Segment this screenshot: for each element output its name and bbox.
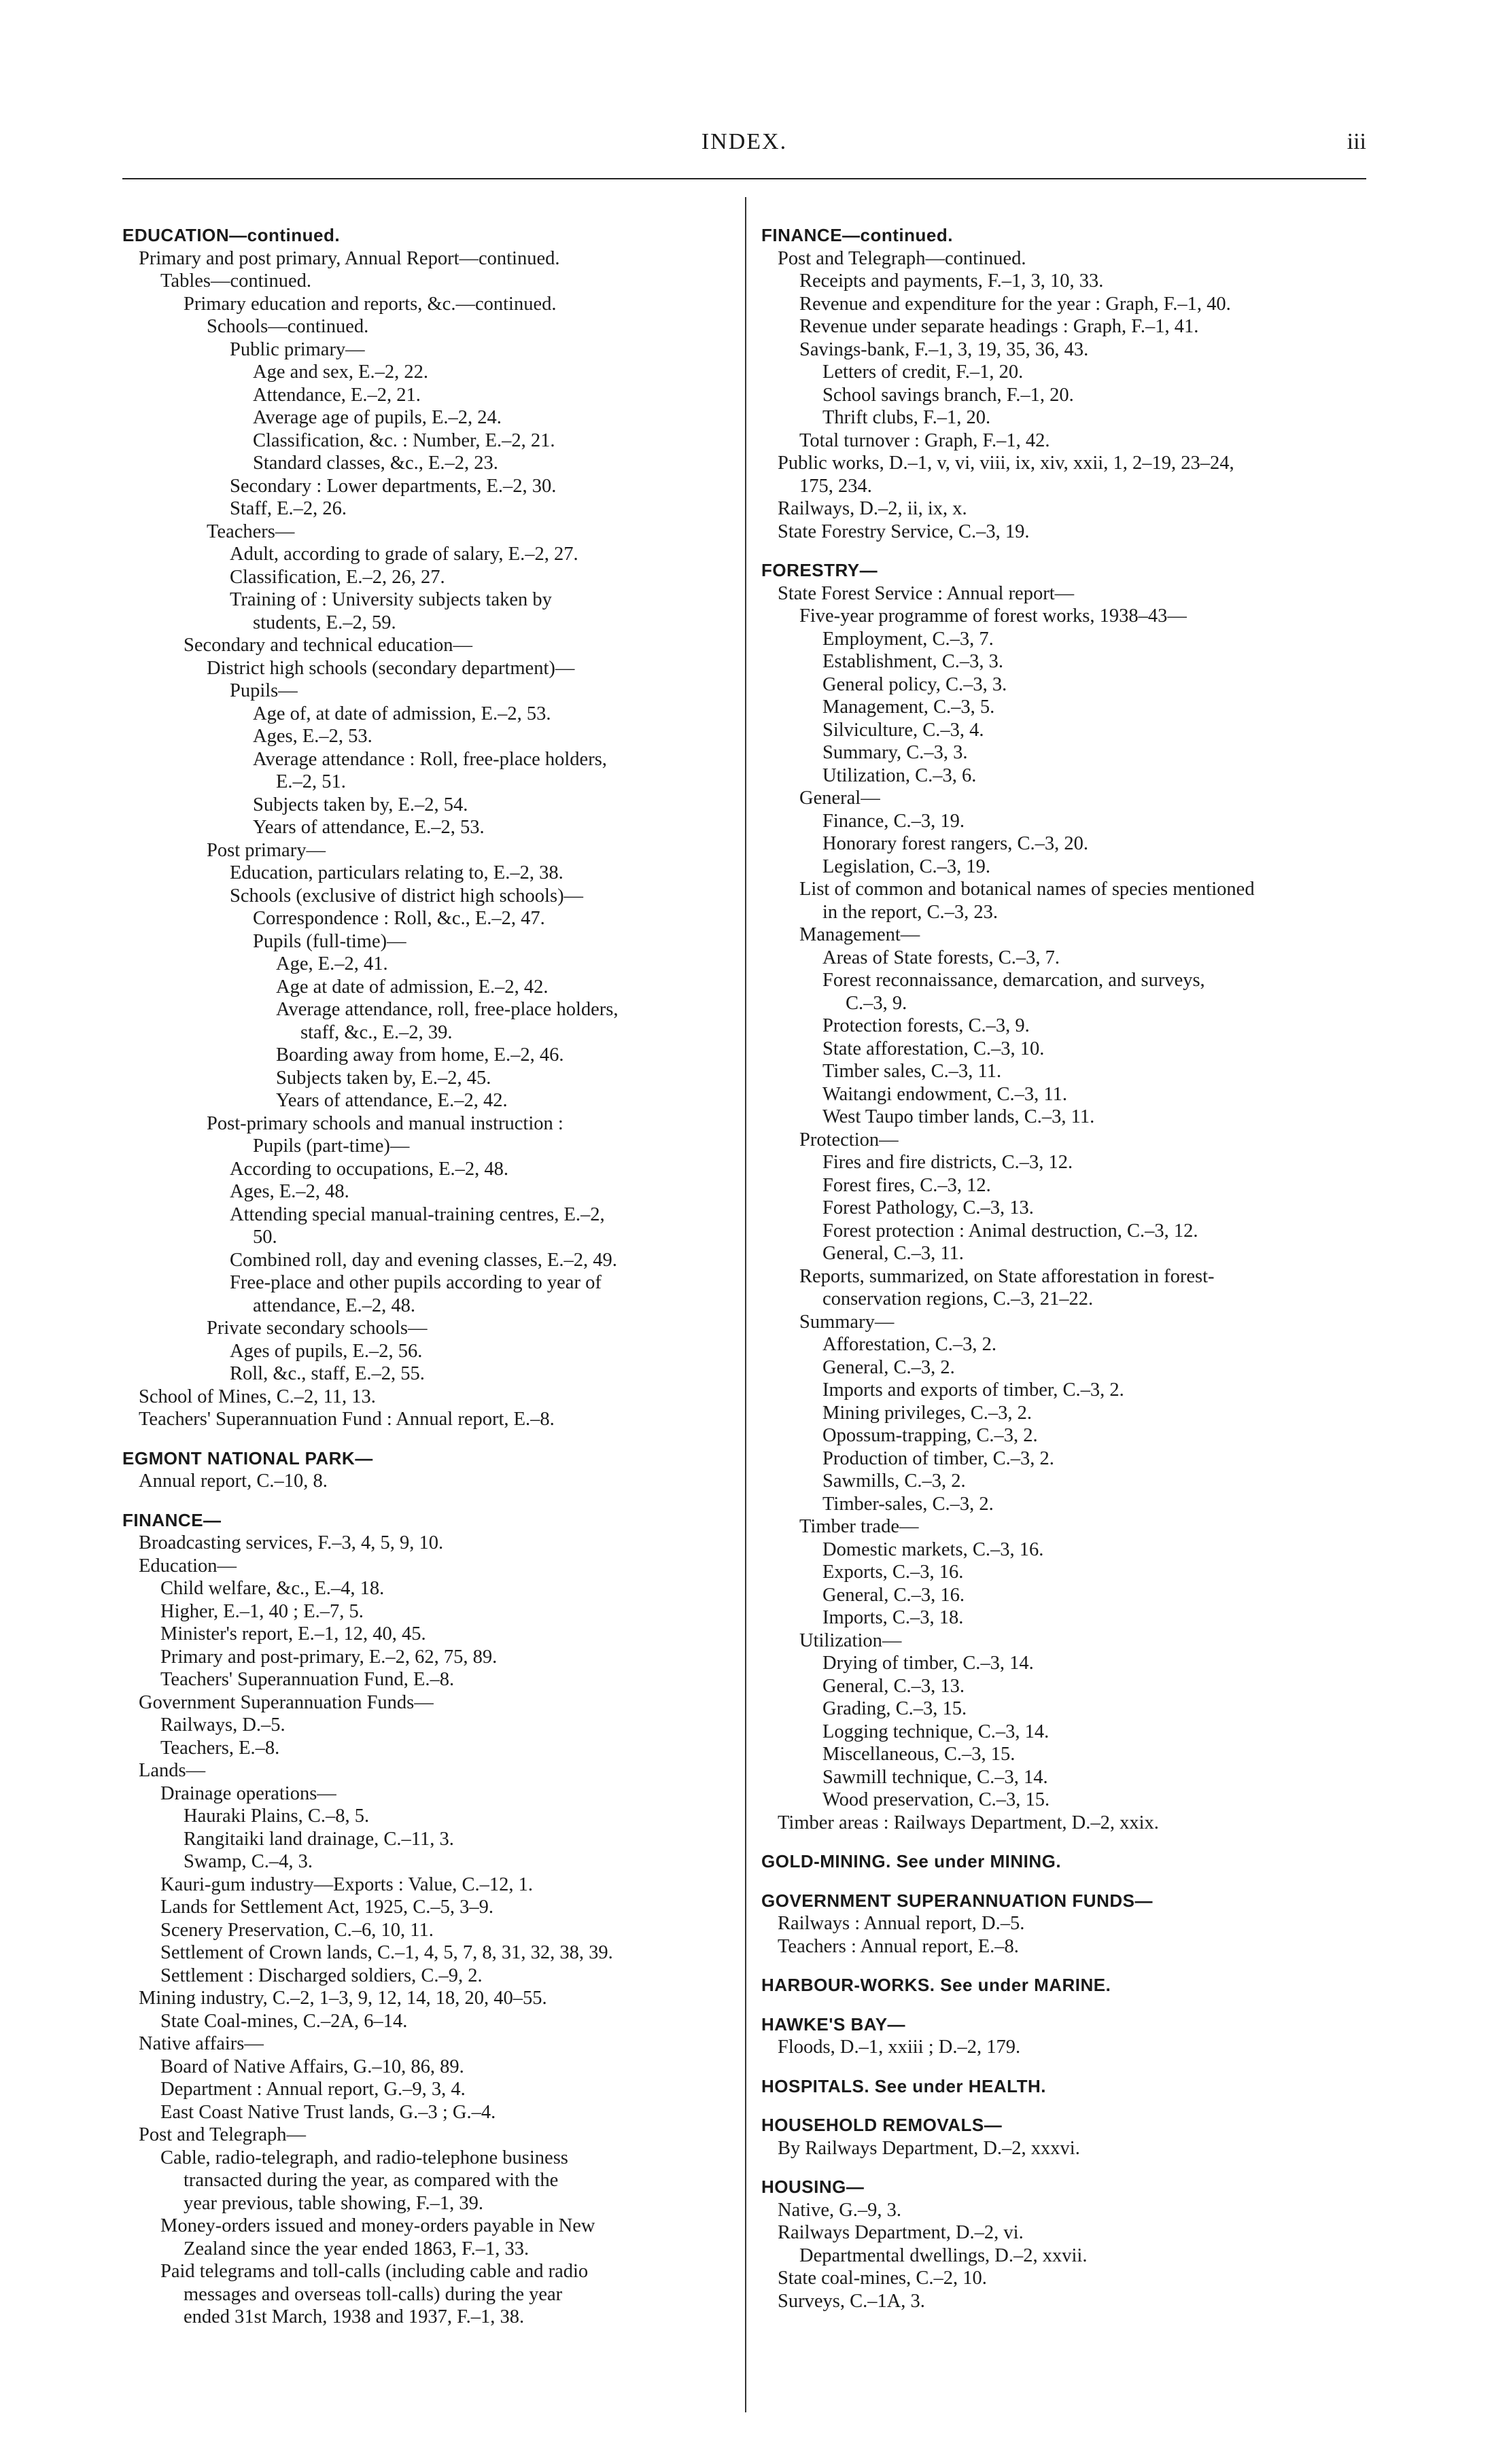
index-entry: Primary and post primary, Annual Report—continued. (139, 247, 560, 269)
index-entry: Classification, &c. : Number, E.–2, 21. (253, 429, 555, 451)
index-entry: Establishment, C.–3, 3. (822, 651, 1003, 672)
index-entry: Legislation, C.–3, 19. (822, 856, 990, 877)
index-heading: GOLD-MINING. See under MINING. (761, 1851, 1062, 1871)
index-entry: Forest Pathology, C.–3, 13. (822, 1197, 1034, 1218)
index-entry: staff, &c., E.–2, 39. (300, 1021, 453, 1043)
index-entry: Forest fires, C.–3, 12. (822, 1174, 991, 1196)
index-entry: Broadcasting services, F.–3, 4, 5, 9, 10. (139, 1532, 444, 1553)
page-header (122, 129, 1366, 170)
index-entry: Waitangi endowment, C.–3, 11. (822, 1083, 1067, 1105)
index-entry: Native affairs— (139, 2033, 264, 2054)
index-entry: Domestic markets, C.–3, 16. (822, 1538, 1044, 1560)
index-entry: Post-primary schools and manual instruction : (207, 1112, 563, 1134)
index-entry: Sawmills, C.–3, 2. (822, 1471, 966, 1492)
index-entry: General policy, C.–3, 3. (822, 673, 1007, 695)
index-entry: Railways Department, D.–2, vi. (778, 2222, 1024, 2243)
index-entry: Management, C.–3, 5. (822, 697, 995, 718)
index-entry: East Coast Native Trust lands, G.–3 ; G.–4. (160, 2101, 496, 2123)
index-entry: Pupils (part-time)— (253, 1136, 410, 1157)
index-entry: Silviculture, C.–3, 4. (822, 719, 984, 741)
index-entry: Public primary— (230, 338, 365, 360)
index-entry: Finance, C.–3, 19. (822, 810, 965, 832)
index-entry: Age at date of admission, E.–2, 42. (276, 976, 549, 998)
index-entry: School of Mines, C.–2, 11, 13. (139, 1386, 376, 1407)
index-entry: West Taupo timber lands, C.–3, 11. (822, 1106, 1095, 1127)
index-heading: FORESTRY— (761, 560, 878, 580)
index-entry: Board of Native Affairs, G.–10, 86, 89. (160, 2056, 464, 2077)
index-entry: Railways, D.–2, ii, ix, x. (778, 498, 967, 519)
index-entry: Floods, D.–1, xxiii ; D.–2, 179. (778, 2037, 1021, 2058)
index-entry: Imports, C.–3, 18. (822, 1607, 964, 1628)
index-entry: Mining privileges, C.–3, 2. (822, 1402, 1032, 1424)
index-entry: Cable, radio-telegraph, and radio-telephone business (160, 2147, 568, 2168)
index-entry: Training of : University subjects taken by (230, 589, 552, 610)
index-entry: Railways, D.–5. (160, 1714, 285, 1736)
index-entry: Forest reconnaissance, demarcation, and surveys, (822, 970, 1205, 991)
index-entry: Roll, &c., staff, E.–2, 55. (230, 1363, 425, 1384)
index-entry: Public works, D.–1, v, vi, viii, ix, xiv, xxii, 1, 2–19, 23–24, (778, 453, 1234, 474)
index-entry: Minister's report, E.–1, 12, 40, 45. (160, 1623, 426, 1644)
index-entry: Primary and post-primary, E.–2, 62, 75, 89. (160, 1646, 498, 1668)
index-entry: Teachers— (207, 521, 295, 542)
column-divider (745, 197, 746, 2412)
index-entry: Ages, E.–2, 53. (253, 726, 372, 747)
index-entry: Department : Annual report, G.–9, 3, 4. (160, 2079, 466, 2100)
page-number: iii (1347, 129, 1366, 154)
index-entry: Paid telegrams and toll-calls (including cable and radio (160, 2261, 589, 2282)
index-entry: Combined roll, day and evening classes, E.–2, 49. (230, 1249, 617, 1271)
index-entry: Post and Telegraph— (139, 2124, 307, 2145)
index-entry: Settlement : Discharged soldiers, C.–9, 2. (160, 1965, 483, 1986)
index-heading: HARBOUR-WORKS. See under MARINE. (761, 1975, 1111, 1995)
index-entry: Average age of pupils, E.–2, 24. (253, 407, 502, 428)
index-heading: EDUCATION—continued. (122, 225, 341, 245)
index-entry: year previous, table showing, F.–1, 39. (184, 2192, 483, 2214)
index-entry: Education— (139, 1555, 237, 1577)
index-entry: Reports, summarized, on State afforestation in forest- (799, 1265, 1215, 1287)
index-entry: Mining industry, C.–2, 1–3, 9, 12, 14, 18, 20, 40–55. (139, 1988, 547, 2009)
index-entry: Management— (799, 924, 920, 945)
index-entry: Secondary : Lower departments, E.–2, 30. (230, 475, 557, 497)
index-entry: By Railways Department, D.–2, xxxvi. (778, 2137, 1080, 2159)
index-entry: Higher, E.–1, 40 ; E.–7, 5. (160, 1600, 364, 1622)
index-entry: Adult, according to grade of salary, E.–2, 27. (230, 544, 578, 565)
index-entry: E.–2, 51. (276, 771, 346, 792)
index-entry: Average attendance : Roll, free-place holders, (253, 748, 607, 770)
index-entry: Grading, C.–3, 15. (822, 1698, 967, 1719)
index-column-right (761, 224, 1373, 2312)
index-entry: Ages, E.–2, 48. (230, 1181, 349, 1202)
index-entry: Afforestation, C.–3, 2. (822, 1334, 996, 1355)
index-entry: Letters of credit, F.–1, 20. (822, 362, 1024, 383)
index-entry: Zealand since the year ended 1863, F.–1, 33. (184, 2238, 530, 2259)
index-entry: Revenue under separate headings : Graph, F.–1, 41. (799, 316, 1199, 337)
index-entry: Schools—continued. (207, 316, 369, 337)
index-entry: Fires and fire districts, C.–3, 12. (822, 1152, 1073, 1173)
index-entry: Money-orders issued and money-orders payable in New (160, 2215, 595, 2236)
index-entry: Free-place and other pupils according to year of (230, 1272, 602, 1293)
index-entry: Total turnover : Graph, F.–1, 42. (799, 429, 1050, 451)
index-entry: Drying of timber, C.–3, 14. (822, 1653, 1034, 1674)
index-entry: Subjects taken by, E.–2, 45. (276, 1067, 491, 1089)
index-entry: Utilization— (799, 1630, 902, 1651)
header-rule (122, 178, 1366, 179)
index-entry: in the report, C.–3, 23. (822, 901, 999, 923)
index-entry: School savings branch, F.–1, 20. (822, 384, 1074, 406)
index-entry: Schools (exclusive of district high schools)— (230, 885, 584, 907)
index-entry: Railways : Annual report, D.–5. (778, 1913, 1025, 1934)
index-entry: Revenue and expenditure for the year : Graph, F.–1, 40. (799, 293, 1231, 315)
index-heading: HOUSING— (761, 2177, 865, 2197)
index-entry: Teachers' Superannuation Fund, E.–8. (160, 1669, 455, 1690)
index-heading: HAWKE'S BAY— (761, 2013, 906, 2035)
index-entry: Sawmill technique, C.–3, 14. (822, 1766, 1048, 1788)
index-entry: Classification, E.–2, 26, 27. (230, 566, 445, 588)
page-title: INDEX. (701, 129, 788, 154)
index-entry: Swamp, C.–4, 3. (184, 1851, 313, 1872)
index-entry: 50. (253, 1227, 277, 1248)
index-entry: Rangitaiki land drainage, C.–11, 3. (184, 1828, 454, 1850)
index-heading: EGMONT NATIONAL PARK— (122, 1447, 373, 1468)
index-entry: Government Superannuation Funds— (139, 1691, 434, 1713)
index-entry: Honorary forest rangers, C.–3, 20. (822, 833, 1088, 854)
index-entry: Miscellaneous, C.–3, 15. (822, 1744, 1016, 1765)
index-entry: Production of timber, C.–3, 2. (822, 1447, 1054, 1469)
index-entry: Logging technique, C.–3, 14. (822, 1721, 1050, 1742)
index-entry: State afforestation, C.–3, 10. (822, 1038, 1045, 1059)
index-entry: General, C.–3, 16. (822, 1584, 965, 1606)
index-entry: Years of attendance, E.–2, 42. (276, 1090, 508, 1111)
index-entry: Kauri-gum industry—Exports : Value, C.–12, 1. (160, 1873, 534, 1895)
index-entry: Timber sales, C.–3, 11. (822, 1061, 1002, 1082)
index-entry: Ages of pupils, E.–2, 56. (230, 1340, 423, 1362)
index-entry: conservation regions, C.–3, 21–22. (822, 1288, 1094, 1309)
index-entry: Secondary and technical education— (184, 635, 472, 656)
index-entry: Summary— (799, 1311, 895, 1333)
index-entry: Age, E.–2, 41. (276, 953, 388, 974)
index-entry: Annual report, C.–10, 8. (139, 1471, 328, 1492)
index-entry: Teachers, E.–8. (160, 1737, 280, 1759)
index-entry: General, C.–3, 2. (822, 1356, 955, 1378)
index-entry: students, E.–2, 59. (253, 612, 396, 633)
index-entry: Wood preservation, C.–3, 15. (822, 1789, 1050, 1810)
index-entry: Protection— (799, 1129, 899, 1150)
index-entry: Teachers' Superannuation Fund : Annual report, E.–8. (139, 1409, 555, 1430)
index-entry: Timber areas : Railways Department, D.–2, xxix. (778, 1812, 1159, 1833)
index-entry: Pupils— (230, 680, 298, 701)
index-entry: transacted during the year, as compared with the (184, 2170, 559, 2191)
index-entry: State coal-mines, C.–2, 10. (778, 2268, 987, 2289)
index-entry: Native, G.–9, 3. (778, 2199, 902, 2221)
index-entry: Forest protection : Animal destruction, C.–3, 12. (822, 1220, 1198, 1242)
index-entry: Pupils (full-time)— (253, 930, 406, 952)
index-entry: Thrift clubs, F.–1, 20. (822, 407, 991, 428)
index-entry: Imports and exports of timber, C.–3, 2. (822, 1379, 1124, 1401)
index-entry: Subjects taken by, E.–2, 54. (253, 794, 468, 815)
index-entry: Post primary— (207, 839, 326, 861)
index-entry: Five-year programme of forest works, 1938–43— (799, 605, 1187, 627)
index-entry: Age of, at date of admission, E.–2, 53. (253, 703, 551, 724)
index-entry: Receipts and payments, F.–1, 3, 10, 33. (799, 270, 1104, 292)
index-heading: FINANCE— (122, 1509, 222, 1530)
index-heading: HOSPITALS. See under HEALTH. (761, 2075, 1046, 2096)
index-entry: Utilization, C.–3, 6. (822, 764, 977, 786)
index-entry: State Forest Service : Annual report— (778, 582, 1075, 604)
index-entry: Age and sex, E.–2, 22. (253, 362, 429, 383)
index-entry: attendance, E.–2, 48. (253, 1295, 415, 1316)
index-entry: Private secondary schools— (207, 1318, 428, 1339)
index-entry: Hauraki Plains, C.–8, 5. (184, 1806, 370, 1827)
index-entry: Settlement of Crown lands, C.–1, 4, 5, 7, 8, 31, 32, 38, 39. (160, 1942, 613, 1963)
index-entry: Savings-bank, F.–1, 3, 19, 35, 36, 43. (799, 338, 1089, 360)
index-entry: Tables—continued. (160, 270, 311, 292)
index-entry: List of common and botanical names of species mentioned (799, 879, 1255, 900)
index-entry: Standard classes, &c., E.–2, 23. (253, 453, 498, 474)
index-entry: District high schools (secondary department)— (207, 657, 575, 679)
index-entry: Staff, E.–2, 26. (230, 498, 347, 519)
index-column-left (122, 224, 734, 2329)
index-entry: Child welfare, &c., E.–4, 18. (160, 1578, 385, 1599)
index-entry: C.–3, 9. (846, 992, 907, 1014)
index-entry: Opossum-trapping, C.–3, 2. (822, 1425, 1038, 1446)
index-entry: Post and Telegraph—continued. (778, 247, 1026, 269)
index-entry: Lands— (139, 1760, 206, 1781)
index-entry: State Coal-mines, C.–2A, 6–14. (160, 2010, 408, 2032)
index-entry: Drainage operations— (160, 1782, 336, 1804)
index-entry: General, C.–3, 13. (822, 1675, 965, 1697)
index-entry: State Forestry Service, C.–3, 19. (778, 521, 1030, 542)
index-entry: General, C.–3, 11. (822, 1243, 964, 1264)
index-entry: Boarding away from home, E.–2, 46. (276, 1044, 564, 1066)
index-heading: FINANCE—continued. (761, 225, 953, 245)
index-entry: Summary, C.–3, 3. (822, 742, 968, 763)
index-entry: ended 31st March, 1938 and 1937, F.–1, 38. (184, 2306, 525, 2327)
index-entry: 175, 234. (799, 475, 872, 497)
index-entry: messages and overseas toll-calls) during the year (184, 2283, 563, 2305)
index-entry: Areas of State forests, C.–3, 7. (822, 947, 1060, 968)
index-entry: Protection forests, C.–3, 9. (822, 1015, 1030, 1036)
index-entry: Timber-sales, C.–3, 2. (822, 1493, 994, 1515)
index-entry: Scenery Preservation, C.–6, 10, 11. (160, 1919, 434, 1941)
index-entry: Departmental dwellings, D.–2, xxvii. (799, 2245, 1088, 2266)
index-entry: Primary education and reports, &c.—continued. (184, 293, 557, 315)
index-entry: Surveys, C.–1A, 3. (778, 2290, 925, 2312)
index-entry: Employment, C.–3, 7. (822, 628, 994, 650)
index-heading: HOUSEHOLD REMOVALS— (761, 2115, 1003, 2135)
index-entry: Attendance, E.–2, 21. (253, 384, 421, 406)
index-entry: General— (799, 788, 880, 809)
index-entry: According to occupations, E.–2, 48. (230, 1158, 508, 1180)
index-entry: Correspondence : Roll, &c., E.–2, 47. (253, 908, 545, 929)
index-entry: Education, particulars relating to, E.–2, 38. (230, 862, 563, 883)
index-entry: Average attendance, roll, free-place holders, (276, 999, 619, 1020)
index-entry: Timber trade— (799, 1516, 919, 1537)
index-heading: GOVERNMENT SUPERANNUATION FUNDS— (761, 1890, 1153, 1911)
index-entry: Lands for Settlement Act, 1925, C.–5, 3–9. (160, 1897, 493, 1918)
index-entry: Years of attendance, E.–2, 53. (253, 817, 485, 838)
index-entry: Teachers : Annual report, E.–8. (778, 1935, 1019, 1957)
index-entry: Exports, C.–3, 16. (822, 1562, 964, 1583)
index-entry: Attending special manual-training centres, E.–2, (230, 1203, 605, 1225)
